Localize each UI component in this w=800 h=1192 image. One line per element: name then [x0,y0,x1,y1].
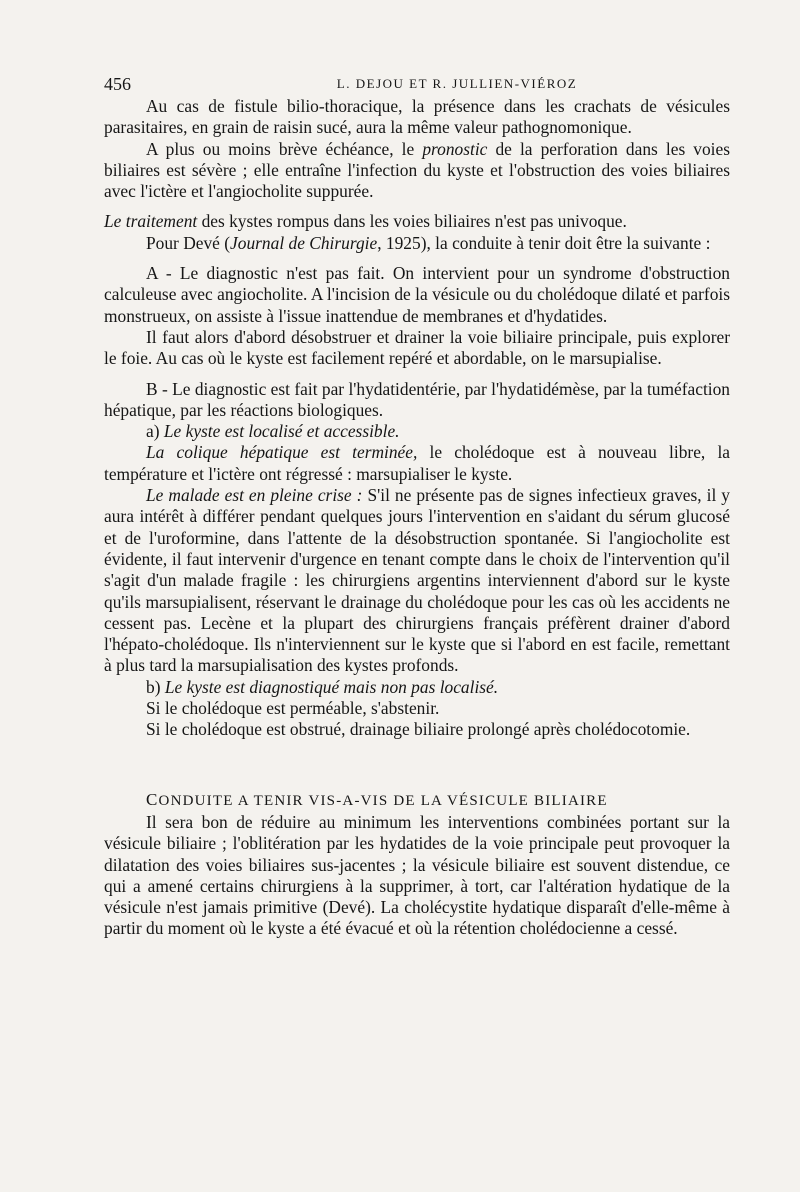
emphasis: Le malade est en pleine crise : [146,485,363,506]
text-run: A plus ou moins brève échéance, le [146,138,423,159]
paragraph-permeable: Si le cholédoque est perméable, s'abstenir. [146,698,440,719]
paragraph-case-a: A - Le diagnostic n'est pas fait. On intervient pour un syndrome d'obstruction calculeuse avec angiocholite. A l'incision de la vésicule ou du cholédoque dilaté et parfois monstrueux, on assiste à l'issue inattendue de membranes et d'hydatides. [104,263,730,326]
emphasis: La colique hépatique est terminée, [146,442,418,463]
page-number: 456 [104,74,131,94]
paragraph-case-b: B - Le diagnostic est fait par l'hydatidentérie, par l'hydatidémèse, par la tuméfaction hépatique, par les réactions biologiques. [104,378,730,420]
paragraph-obstrue: Si le cholédoque est obstrué, drainage biliaire prolongé après cholédocotomie. [146,719,691,740]
paragraph-desobstruer: Il faut alors d'abord désobstruer et drainer la voie biliaire principale, puis explorer le foie. Au cas où le kyste est facilement repéré et abordable, on le marsupialise. [104,326,730,369]
title-rest: ONDUITE A TENIR VIS-A-VIS DE LA VÉSICULE BILIAIRE [158,792,608,809]
text-run: S'il ne présente pas de signes infectieux graves, il y aura intérêt à différer pendant quelques jours l'intervention en s'aidant du sérum glucosé et de l'uroformine, dans l'attente de la désobstruction spontanée. Si l'angiocholite est évidente, il faut intervenir d'urgence en tenant compte dans le choix de l'intervention qu'il s'agit d'un malade fragile : les chirurgiens argentins interviennent d'abord sur le kyste qu'ils marsupialisent, réservant le drainage du cholédoque pour les cas où les accidents ne cessent pas. Lecène et la plupart des chirurgiens français préfèrent drainer d'abord l'hépato-cholédoque. Ils n'interviennent sur le kyste que si l'abord en est facile, remettant à plus tard la marsupialisation des kystes profonds. [104,485,730,676]
running-head: L. DEJOU ET R. JULLIEN-VIÉROZ [336,76,578,91]
paragraph-traitement [104,211,730,232]
text-run: , 1925), la conduite à tenir doit être la suivante : [377,232,711,253]
emphasis: pronostic [422,138,488,159]
paragraph-subcase-b [104,677,730,698]
text-run: a) [146,421,164,442]
emphasis: Journal de Chirurgie [230,232,378,253]
body-text [104,96,730,940]
paragraph-deve [104,233,730,254]
text-run: b) [146,676,165,697]
emphasis: Le kyste est diagnostiqué mais non pas localisé. [164,676,499,697]
paragraph-crise [104,485,730,677]
paragraph-colique [104,442,730,485]
paragraph-subcase-a [104,421,730,442]
emphasis: Le traitement [104,211,198,232]
text-run: Pour Devé ( [146,232,231,253]
text-run: le cholédoque est à nouveau libre, la température et l'ictère ont régressé : marsupialiser le kyste. [104,442,730,484]
text-run: des kystes rompus dans les voies biliaires n'est pas univoque. [197,211,627,232]
section-title [104,789,730,812]
emphasis: Le kyste est localisé et accessible. [163,421,400,442]
paragraph-fistule: Au cas de fistule bilio-thoracique, la présence dans les crachats de vésicules parasitaires, en grain de raisin sucé, aura la même valeur pathognomonique. [104,96,730,138]
text-run: de la perforation dans les voies biliaires est sévère ; elle entraîne l'infection du kyste et l'obstruction des voies biliaires avec l'ictère et l'angiocholite suppurée. [104,138,730,202]
paragraph-pronostic [104,139,730,203]
page-header [104,70,730,96]
paragraph-vesicule: Il sera bon de réduire au minimum les interventions combinées portant sur la vésicule biliaire ; l'oblitération par les hydatides de la voie principale peut provoquer la dilatation des voies biliaires sus-jacentes ; la vésicule biliaire est souvent distendue, ce qui a amené certains chirurgiens à la supprimer, à tort, car l'altération hydatique de la vésicule n'est jamais primitive (Devé). La cholécystite hydatique disparaît d'elle-même à partir du moment où le kyste a été évacué et où la rétention cholédocienne a cessé. [104,811,730,939]
title-initial: C [146,789,159,809]
